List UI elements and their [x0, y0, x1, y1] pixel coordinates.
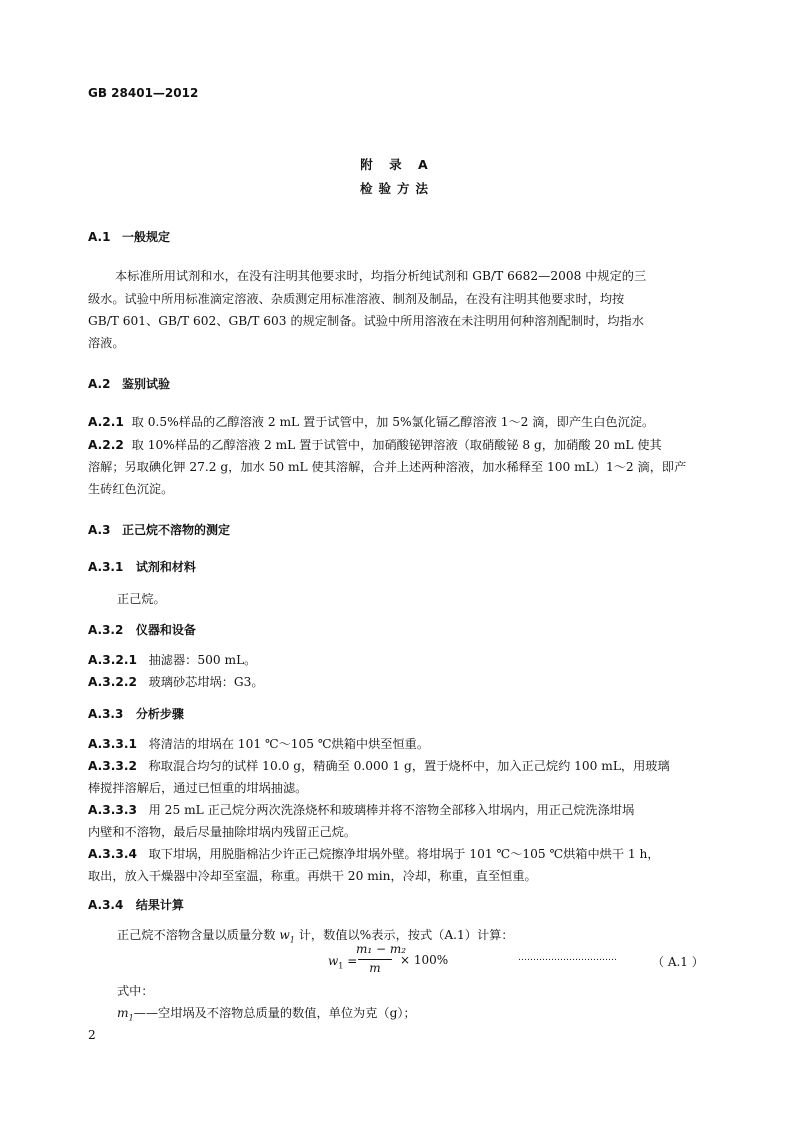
intro-text: 正己烷不溶物含量以质量分数	[117, 928, 280, 942]
section-number: A.3	[88, 523, 111, 537]
clause-text: 取 10%样品的乙醇溶液 2 mL 置于试管中，加硝酸铋钾溶液（取硝酸铋 8 g，加硝酸 20 mL 使其	[131, 438, 662, 452]
clause-a332	[88, 756, 670, 777]
clause-number: A.3.3.3	[88, 803, 137, 817]
section-number: A.3.2	[88, 623, 124, 637]
fraction-bar	[358, 959, 392, 960]
formula-lhs: $w_1$ =	[328, 954, 358, 971]
clause-a321	[88, 650, 256, 671]
paragraph-line: 本标准所用试剂和水，在没有注明其他要求时，均指分析纯试剂和 GB/T 6682—2008 中规定的三	[115, 269, 647, 283]
formula-number: （ A.1 ）	[652, 955, 704, 969]
paragraph-line: 取出，放入干燥器中冷却至室温，称重。再烘干 20 min，冷却，称重，直至恒重。	[88, 869, 537, 883]
section-number: A.1	[88, 230, 111, 244]
appendix-label: 附 录 A	[360, 157, 434, 172]
clause-text: 称取混合均匀的试样 10.0 g，精确至 0.000 1 g，置于烧杯中，加入正己烷约 100 mL，用玻璃	[148, 759, 670, 773]
clause-number: A.3.2.2	[88, 675, 137, 689]
subsection-a32-heading	[88, 621, 196, 638]
paragraph-line: 生砖红色沉淀。	[88, 482, 174, 496]
symbol-w1: $w_1$	[279, 928, 295, 945]
paragraph-line: 正己烷。	[117, 592, 166, 606]
clause-text: 将清洁的坩埚在 101 ℃～105 ℃烘箱中烘至恒重。	[148, 737, 430, 751]
symbol-m1: $m_1$	[117, 1006, 134, 1023]
variable-definition-m1	[117, 1003, 416, 1028]
subsection-a33-heading	[88, 705, 184, 722]
formula-numerator: m₁ − m₂	[356, 942, 407, 956]
section-title: 仪器和设备	[135, 623, 196, 637]
section-number: A.3.3	[88, 707, 124, 721]
section-number: A.2	[88, 377, 111, 391]
subsection-a34-heading	[88, 896, 184, 913]
section-number: A.3.1	[88, 560, 124, 574]
section-title: 分析步骤	[135, 707, 184, 721]
formula-multiplier: × 100%	[400, 953, 449, 967]
page-number: 2	[88, 1028, 96, 1042]
formula-leader-dots: ……………………………	[518, 953, 617, 963]
clause-a322	[88, 672, 264, 693]
section-a3-heading	[88, 521, 230, 538]
clause-a331	[88, 734, 429, 755]
where-label: 式中：	[117, 984, 154, 998]
clause-text: 用 25 mL 正己烷分两次洗涤烧杯和玻璃棒并将不溶物全部移入坩埚内，用正己烷洗涤坩埚	[148, 803, 635, 817]
section-title: 正己烷不溶物的测定	[122, 523, 231, 537]
clause-number: A.3.3.4	[88, 847, 137, 861]
definition-text: ——空坩埚及不溶物总质量的数值，单位为克（g）；	[133, 1006, 416, 1020]
clause-text: 玻璃砂芯坩埚：G3。	[148, 675, 264, 689]
subsection-a31-heading	[88, 558, 196, 575]
clause-number: A.2.2	[88, 438, 124, 452]
clause-a21	[88, 412, 654, 433]
clause-number: A.3.3.2	[88, 759, 137, 773]
clause-number: A.3.2.1	[88, 653, 137, 667]
standard-number: GB 28401—2012	[88, 86, 199, 100]
clause-number: A.3.3.1	[88, 737, 137, 751]
paragraph-line: 内壁和不溶物，最后尽量抽除坩埚内残留正己烷。	[88, 825, 357, 839]
section-title: 鉴别试验	[122, 377, 171, 391]
section-title: 一般规定	[122, 230, 171, 244]
section-a2-heading	[88, 375, 170, 392]
section-a1-heading	[88, 228, 170, 245]
section-title: 试剂和材料	[135, 560, 196, 574]
formula-denominator: m	[369, 961, 381, 975]
intro-text: 计，数值以%表示，按式（A.1）计算：	[294, 928, 514, 942]
clause-text: 抽滤器：500 mL。	[148, 653, 257, 667]
clause-number: A.2.1	[88, 415, 124, 429]
clause-a22	[88, 435, 662, 456]
appendix-title: 检验方法	[359, 181, 434, 196]
section-number: A.3.4	[88, 898, 124, 912]
paragraph-line: 溶液。	[88, 336, 125, 350]
clause-a334	[88, 844, 660, 865]
clause-text: 取下坩埚，用脱脂棉沾少许正己烷擦净坩埚外壁。将坩埚于 101 ℃～105 ℃烘箱中烘干 1 h，	[148, 847, 660, 861]
formula-a1	[0, 940, 794, 980]
clause-text: 取 0.5%样品的乙醇溶液 2 mL 置于试管中，加 5%氯化镉乙醇溶液 1～2 滴，即产生白色沉淀。	[131, 415, 655, 429]
section-title: 结果计算	[135, 898, 184, 912]
paragraph-line: 棒搅拌溶解后，通过已恒重的坩埚抽滤。	[88, 781, 308, 795]
paragraph-line: GB/T 601、GB/T 602、GB/T 603 的规定制备。试验中所用溶液在未注明用何种溶剂配制时，均指水	[88, 314, 644, 328]
paragraph-line: 级水。试验中所用标准滴定溶液、杂质测定用标准溶液、制剂及制品，在没有注明其他要求时，均按	[88, 292, 625, 306]
clause-a333	[88, 800, 634, 821]
paragraph-line: 溶解；另取碘化钾 27.2 g，加水 50 mL 使其溶解，合并上述两种溶液，加水稀释至 100 mL）1～2 滴，即产	[88, 460, 687, 474]
